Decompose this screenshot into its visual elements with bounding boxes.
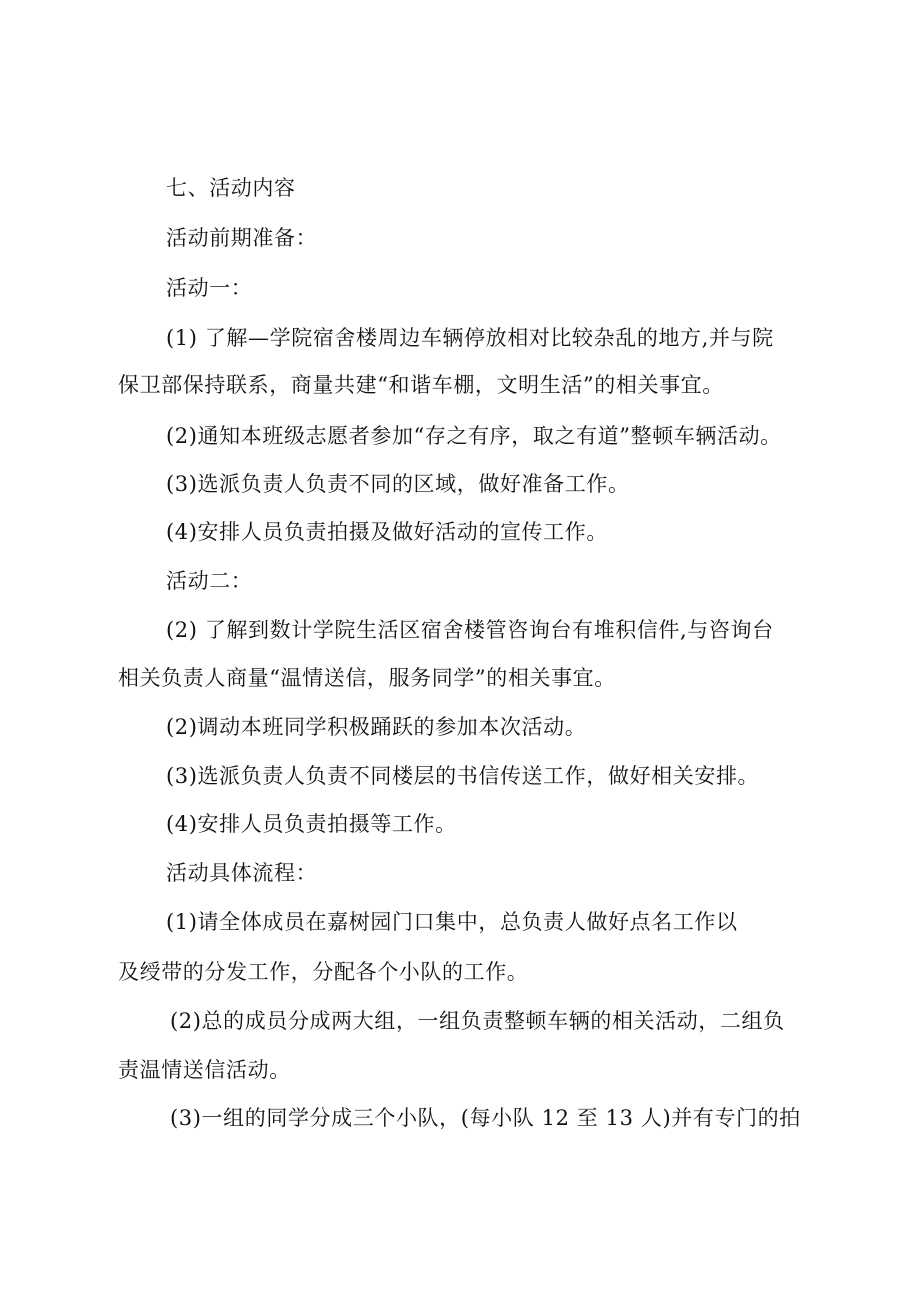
activity1-item1-line1: (1) 了解—学院宿舍楼周边车辆停放相对比较杂乱的地方,并与院 [166,326,774,350]
section-title: 七、活动内容 [166,176,296,200]
activity1-heading: 活动一： [166,276,253,300]
process-step2-line1: (2)总的成员分成两大组，一组负责整顿车辆的相关活动，二组负 [170,1009,785,1033]
activity1-item4: (4)安排人员负责拍摄及做好活动的宣传工作。 [166,520,608,544]
process-heading: 活动具体流程： [166,861,318,885]
activity1-item2: (2)通知本班级志愿者参加“存之有序，取之有道”整顿车辆活动。 [166,424,782,448]
activity2-item1-line2: 相关负责人商量“温情送信，服务同学”的相关事宜。 [118,666,616,690]
process-step2-line2: 责温情送信活动。 [118,1058,291,1082]
prep-heading: 活动前期准备： [166,226,318,250]
activity2-heading: 活动二： [166,569,253,593]
activity2-item2: (2)调动本班同学积极踊跃的参加本次活动。 [166,715,587,739]
activity1-item1-line2: 保卫部保持联系，商量共建“和谐车棚，文明生活”的相关事宜。 [118,373,724,397]
activity2-item4: (4)安排人员负责拍摄等工作。 [166,812,457,836]
process-step3-line1: (3)一组的同学分成三个小队，(每小队 12 至 13 人)并有专门的拍 [170,1106,801,1130]
activity2-item3: (3)选派负责人负责不同楼层的书信传送工作，做好相关安排。 [166,764,760,788]
process-step1-line2: 及绶带的分发工作，分配各个小队的工作。 [118,960,529,984]
activity2-item1-line1: (2) 了解到数计学院生活区宿舍楼管咨询台有堆积信件,与咨询台 [166,618,774,642]
process-step1-line1: (1)请全体成员在嘉树园门口集中，总负责人做好点名工作以 [166,910,738,934]
activity1-item3: (3)选派负责人负责不同的区域，做好准备工作。 [166,472,630,496]
